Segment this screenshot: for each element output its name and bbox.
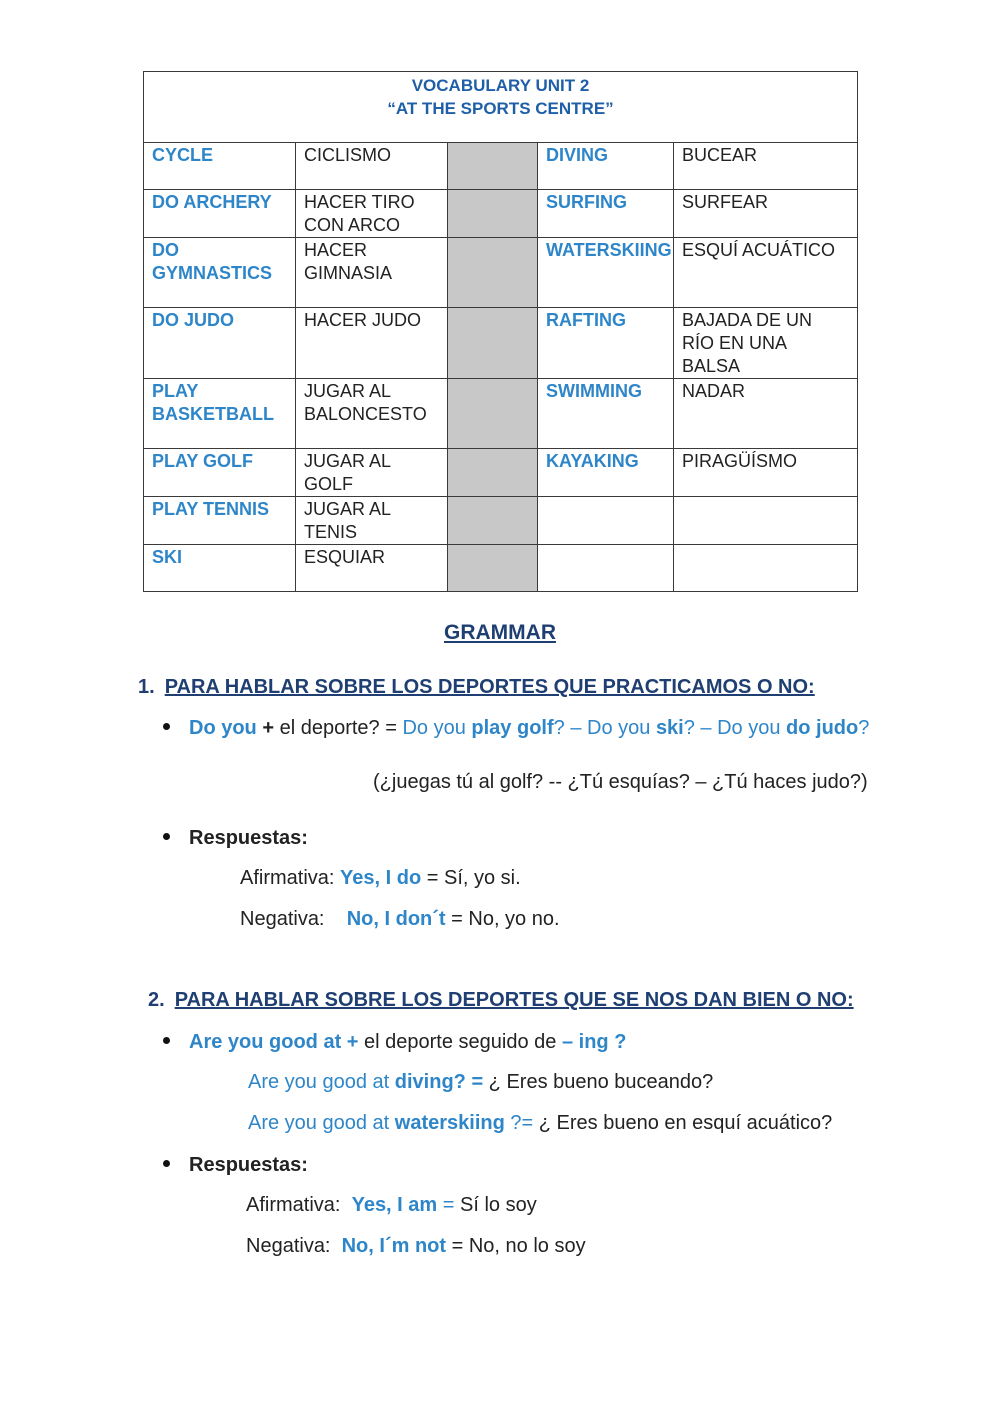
bullet-icon bbox=[163, 833, 170, 840]
section-1-question-line bbox=[163, 717, 869, 740]
negative-translation: = No, yo no. bbox=[445, 908, 560, 930]
section-1-translation: (¿juegas tú al golf? -- ¿Tú esquías? – ¿Tú haces judo?) bbox=[373, 771, 868, 793]
answers-label: Respuestas: bbox=[189, 1154, 308, 1176]
affirmative-translation: = Sí, yo si. bbox=[421, 867, 521, 889]
separator-cell bbox=[448, 379, 538, 449]
table-row bbox=[144, 379, 858, 449]
term-english: SWIMMING bbox=[538, 379, 674, 449]
section-number: 2. bbox=[148, 989, 165, 1011]
term-english: PLAY TENNIS bbox=[144, 497, 296, 545]
section-2-example-2 bbox=[248, 1112, 832, 1135]
section-1-heading bbox=[138, 676, 815, 699]
section-1-negative bbox=[240, 908, 560, 931]
term-english bbox=[538, 497, 674, 545]
section-heading-text: PARA HABLAR SOBRE LOS DEPORTES QUE SE NOS DAN BIEN O NO: bbox=[174, 989, 854, 1011]
separator-cell bbox=[448, 238, 538, 308]
term-english: DO GYMNASTICS bbox=[144, 238, 296, 308]
example-keyword: diving? = bbox=[394, 1071, 484, 1093]
example-text: ? – Do you bbox=[683, 717, 787, 739]
equals-sign: = bbox=[437, 1194, 455, 1216]
section-number: 1. bbox=[138, 676, 155, 698]
term-english: DO JUDO bbox=[144, 308, 296, 379]
table-row bbox=[144, 238, 858, 308]
negative-translation: = No, no lo soy bbox=[446, 1235, 586, 1257]
section-1-affirmative bbox=[240, 867, 521, 890]
affirmative-label: Afirmativa: bbox=[240, 867, 341, 889]
term-spanish: HACER GIMNASIA bbox=[296, 238, 448, 308]
term-english: DIVING bbox=[538, 143, 674, 190]
affirmative-translation: Sí lo soy bbox=[454, 1194, 537, 1216]
negative-answer: No, I don´t bbox=[346, 908, 446, 930]
separator-cell bbox=[448, 308, 538, 379]
separator-cell bbox=[448, 449, 538, 497]
question-text: el deporte? = bbox=[274, 717, 403, 739]
table-row bbox=[144, 449, 858, 497]
example-text: ?= bbox=[504, 1112, 534, 1134]
example-translation: ¿ Eres bueno buceando? bbox=[483, 1071, 714, 1093]
example-text: ? – Do you bbox=[553, 717, 656, 739]
separator-cell bbox=[448, 497, 538, 545]
grammar-title: GRAMMAR bbox=[444, 621, 556, 644]
term-english: SURFING bbox=[538, 190, 674, 238]
term-spanish: BAJADA DE UN RÍO EN UNA BALSA bbox=[674, 308, 858, 379]
bullet-icon bbox=[163, 723, 170, 730]
negative-label: Negativa: bbox=[240, 908, 347, 930]
separator-cell bbox=[448, 545, 538, 592]
term-spanish: HACER JUDO bbox=[296, 308, 448, 379]
example-translation: ¿ Eres bueno en esquí acuático? bbox=[533, 1112, 833, 1134]
vocabulary-title bbox=[144, 72, 858, 143]
term-spanish: JUGAR AL BALONCESTO bbox=[296, 379, 448, 449]
section-2-question-line bbox=[163, 1031, 626, 1054]
example-text: ? bbox=[858, 717, 870, 739]
vocabulary-title-line1: VOCABULARY UNIT 2 bbox=[411, 76, 590, 95]
example-keyword: ski bbox=[655, 717, 684, 739]
term-english: CYCLE bbox=[144, 143, 296, 190]
term-spanish: JUGAR AL GOLF bbox=[296, 449, 448, 497]
term-spanish: SURFEAR bbox=[674, 190, 858, 238]
affirmative-answer: Yes, I do bbox=[340, 867, 422, 889]
vocabulary-table bbox=[143, 71, 858, 592]
table-row bbox=[144, 143, 858, 190]
term-english bbox=[538, 545, 674, 592]
answers-label: Respuestas: bbox=[189, 827, 308, 849]
example-text: Are you good at bbox=[248, 1071, 395, 1093]
example-text: Are you good at bbox=[248, 1112, 395, 1134]
section-2-affirmative bbox=[246, 1194, 537, 1217]
vocabulary-title-line2: “AT THE SPORTS CENTRE” bbox=[387, 99, 614, 118]
ing-suffix: – ing ? bbox=[561, 1031, 627, 1053]
negative-label: Negativa: bbox=[246, 1235, 342, 1257]
affirmative-label: Afirmativa: bbox=[246, 1194, 352, 1216]
term-spanish: ESQUIAR bbox=[296, 545, 448, 592]
term-english: PLAY GOLF bbox=[144, 449, 296, 497]
table-row bbox=[144, 497, 858, 545]
section-2-example-1 bbox=[248, 1071, 713, 1094]
term-spanish: CICLISMO bbox=[296, 143, 448, 190]
section-1-answers-label bbox=[163, 827, 308, 850]
term-english: WATERSKIING bbox=[538, 238, 674, 308]
term-spanish bbox=[674, 497, 858, 545]
section-2-answers-label bbox=[163, 1154, 308, 1177]
plus-sign: + bbox=[262, 717, 275, 739]
term-english: SKI bbox=[144, 545, 296, 592]
separator-cell bbox=[448, 143, 538, 190]
term-english: DO ARCHERY bbox=[144, 190, 296, 238]
term-spanish: NADAR bbox=[674, 379, 858, 449]
negative-answer: No, I´m not bbox=[341, 1235, 447, 1257]
section-2-heading bbox=[148, 989, 854, 1012]
table-row bbox=[144, 190, 858, 238]
table-row bbox=[144, 308, 858, 379]
question-keyword: Are you good at + bbox=[189, 1031, 359, 1053]
term-english: PLAY BASKETBALL bbox=[144, 379, 296, 449]
example-text: Do you bbox=[402, 717, 472, 739]
separator-cell bbox=[448, 190, 538, 238]
section-heading-text: PARA HABLAR SOBRE LOS DEPORTES QUE PRACTICAMOS O NO: bbox=[164, 676, 815, 698]
section-2-negative bbox=[246, 1235, 586, 1258]
term-spanish: BUCEAR bbox=[674, 143, 858, 190]
term-spanish: JUGAR AL TENIS bbox=[296, 497, 448, 545]
bullet-icon bbox=[163, 1160, 170, 1167]
term-spanish: HACER TIRO CON ARCO bbox=[296, 190, 448, 238]
question-text: el deporte seguido de bbox=[358, 1031, 562, 1053]
table-row bbox=[144, 545, 858, 592]
example-keyword: play golf bbox=[471, 717, 554, 739]
bullet-icon bbox=[163, 1037, 170, 1044]
example-keyword: waterskiing bbox=[394, 1112, 505, 1134]
term-english: KAYAKING bbox=[538, 449, 674, 497]
affirmative-answer: Yes, I am bbox=[351, 1194, 438, 1216]
question-keyword: Do you bbox=[189, 717, 257, 739]
term-spanish: ESQUÍ ACUÁTICO bbox=[674, 238, 858, 308]
term-spanish bbox=[674, 545, 858, 592]
example-keyword: do judo bbox=[786, 717, 859, 739]
term-english: RAFTING bbox=[538, 308, 674, 379]
term-spanish: PIRAGÜÍSMO bbox=[674, 449, 858, 497]
